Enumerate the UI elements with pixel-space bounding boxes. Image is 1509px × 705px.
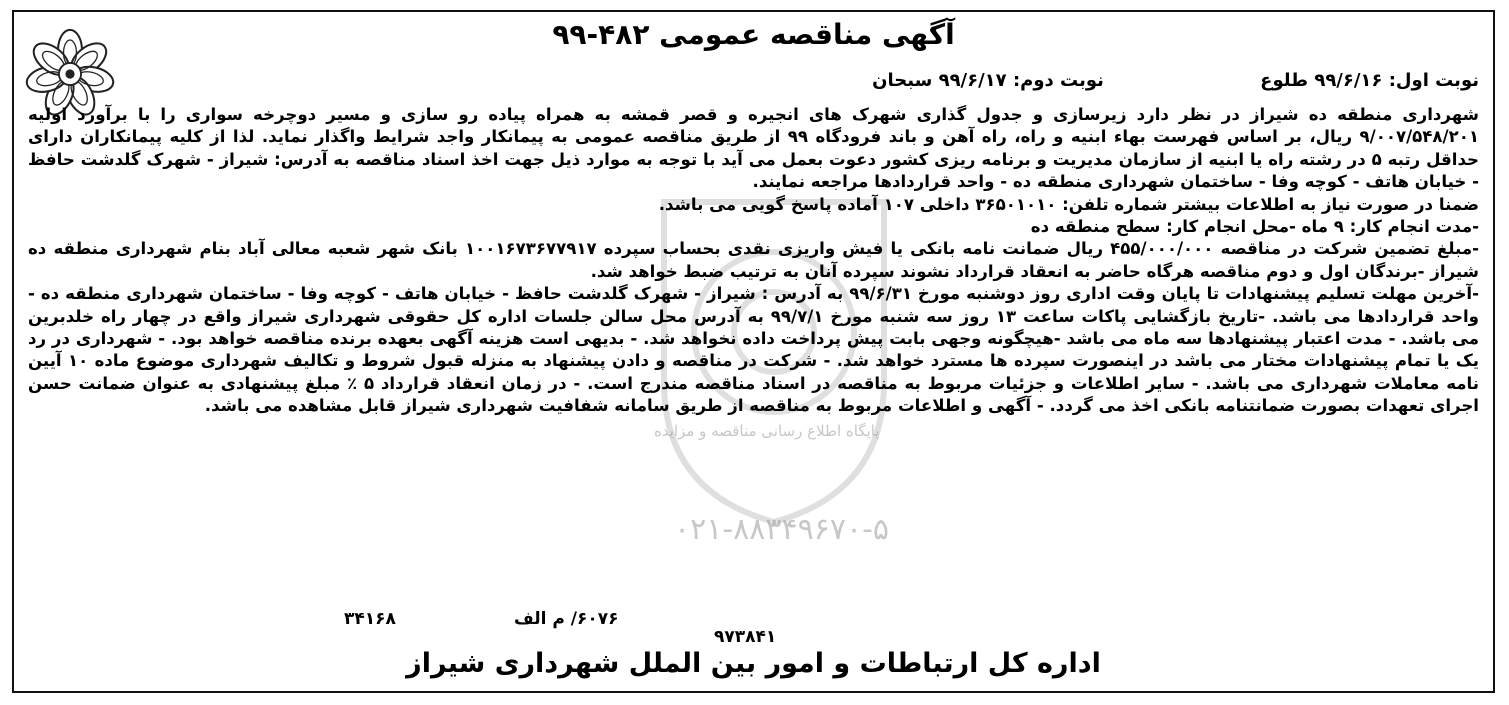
notice-body xyxy=(28,104,1479,418)
watermark-text-line-2: ۰۲۱-۸۸۳۴۹۶۷۰-۵ xyxy=(674,512,890,547)
paragraph-guarantee: -مبلغ تضمین شرکت در مناقصه ۴۵۵/۰۰۰/۰۰۰ ریال ضمانت نامه بانکی یا فیش واریزی نقدی بحساب سپرده ۱۰۰۱۶۷۳۶۷۷۹۱۷ بانک شهر شعبه معالی آباد بنام شهرداری منطقه ده شیراز -برندگان اول و دوم مناقصه هرگاه حاضر به انعقاد قرارداد نشوند سپرده آنان به ترتیب ضبط خواهد شد. xyxy=(28,239,1479,281)
paragraph-intro: شهرداری منطقه ده شیراز در نظر دارد زیرسازی و جدول گذاری شهرک های انجیره و قصر قمشه به همراه پیاده رو سازی و مسیر دوچرخه سواری را با برآورد اولیه ۹/۰۰۷/۵۴۸/۲۰۱ ریال، بر اساس فهرست بهاء ابنیه و راه، راه آهن و باند فرودگاه ۹۹ از طریق مناقصه عمومی به پیمانکار واجد شرایط واگذار نماید. لذا از کلیه پیمانکاران دارای حداقل رتبه ۵ در رشته راه یا ابنیه از سازمان مدیریت و برنامه ریزی کشور دعوت بعمل می آید با توجه به موارد ذیل جهت اخذ اسناد مناقصه به آدرس: شیراز - شهرک گلدشت حافظ - خیابان هاتف - کوچه وفا - ساختمان شهرداری منطقه ده - واحد قراردادها مراجعه نمایند. xyxy=(28,105,1479,192)
paragraph-duration: -مدت انجام کار: ۹ ماه -محل انجام کار: سطح منطقه ده xyxy=(1030,217,1479,237)
second-round: نوبت دوم: ۹۹/۶/۱۷ سبحان xyxy=(872,70,1104,91)
notice-title: آگهی مناقصه عمومی ۴۸۲-۹۹ xyxy=(552,18,955,51)
paragraph-phone: ضمنا در صورت نیاز به اطلاعات بیشتر شماره تلفن: ۳۶۵۰۱۰۱۰ داخلی ۱۰۷ آماده پاسخ گویی می باشد. xyxy=(658,194,1479,214)
paragraph-conditions: -آخرین مهلت تسلیم پیشنهادات تا پایان وقت اداری روز دوشنبه مورخ ۹۹/۶/۳۱ به آدرس : شیراز - شهرک گلدشت حافظ - خیابان هاتف - کوچه وفا - ساختمان شهرداری منطقه ده - واحد قراردادها می باشد. -تاریخ بازگشایی پاکات ساعت ۱۳ روز سه شنبه مورخ ۹۹/۷/۱ به آدرس محل سالن جلسات اداره کل حقوقی شهرداری شیراز واقع در چهار راه خلدبرین می باشد. - مدت اعتبار پیشنهادها سه ماه می باشد -هیچگونه وجهی بابت پیش پرداخت داده نخواهد شد. - بدیهی است هزینه آگهی بعهده برنده مناقصه خواهد بود. - شهرداری در رد یک یا تمام پیشنهادات مختار می باشد در اینصورت سپرده ها مسترد خواهد شد. - شرکت در مناقصه و دادن پیشنهاد به منزله قبول شروط و تکالیف شهرداری موضوع ماده ۱۰ آیین نامه معاملات شهرداری می باشد. - سایر اطلاعات و جزئیات مربوط به مناقصه در اسناد مناقصه مندرج است. - در زمان انعقاد قرارداد ۵ ٪ مبلغ پیشنهادی به عنوان ضمانت حسن اجرای تعهدات بصورت ضمانتنامه بانکی اخذ می گردد. - آگهی و اطلاعات مربوط به مناقصه از طریق سامانه شفافیت شهرداری شیراز قابل مشاهده می باشد. xyxy=(28,284,1480,416)
reference-number-2: ۹۷۳۸۴۱ xyxy=(714,627,777,647)
issuer-footer: اداره کل ارتباطات و امور بین الملل شهرداری شیراز xyxy=(406,648,1101,679)
first-round: نوبت اول: ۹۹/۶/۱۶ طلوع xyxy=(1260,70,1479,91)
reference-code: ۶۰۷۶/ م الف xyxy=(514,609,619,629)
tender-notice xyxy=(12,10,1495,693)
publication-rounds xyxy=(722,70,1479,91)
reference-number-1: ۳۴۱۶۸ xyxy=(344,609,396,629)
watermark-text-line-1: پایگاه اطلاع رسانی مناقصه و مزایده xyxy=(654,422,880,440)
